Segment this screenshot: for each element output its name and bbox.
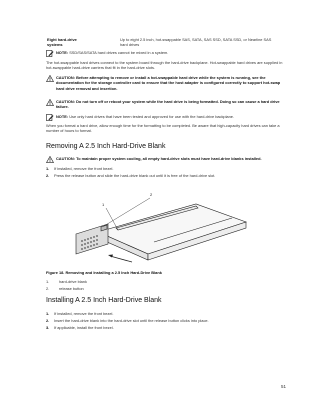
- step-item: [46, 325, 276, 331]
- page-number: 51: [280, 384, 286, 389]
- caution-format: [46, 99, 286, 111]
- spec-value: Up to eight 2.5 inch, hot-swappable SAS, SATA, SAS SSD, SATA SSD, or Nearline SAS hard drives: [120, 37, 272, 48]
- note-label: NOTE:: [56, 114, 69, 119]
- legend-item: [46, 279, 246, 285]
- hard-drive-blank-figure: [46, 186, 276, 270]
- note-ssd-mix: [46, 50, 286, 57]
- caution-triangle-icon: [46, 75, 54, 82]
- intro-paragraph: The hot-swappable hard drives connect to the system board through the hard-drive backplane. Hot-swappable hard drives are supplied in hot-swappable hard-drive carriers that fit in the hard-drive slots.: [46, 60, 283, 71]
- step-item: [46, 166, 276, 172]
- section-title-installing: Installing A 2.5 Inch Hard-Drive Blank: [46, 297, 162, 304]
- figure-caption: Figure 18. Removing and Installing a 2.5 Inch Hard-Drive Blank: [46, 270, 162, 275]
- callout-2: 2: [150, 192, 153, 197]
- legend-number: 1.: [46, 279, 50, 284]
- caution-label: CAUTION:: [56, 156, 76, 161]
- step-number: 2.: [46, 173, 50, 178]
- step-text: Insert the hard-drive blank into the hard-drive slot until the release button clicks into place.: [54, 318, 209, 323]
- step-text: If applicable, install the front bezel.: [54, 325, 114, 330]
- caution-triangle-icon: [46, 156, 54, 163]
- note-text: Use only hard drives that have been tested and approved for use with the hard-drive backplane.: [69, 114, 235, 119]
- step-number: 2.: [46, 318, 50, 323]
- step-number: 1.: [46, 166, 50, 171]
- insertion-arrow-icon: [108, 255, 132, 263]
- section-title-removing: Removing A 2.5 Inch Hard-Drive Blank: [46, 143, 166, 150]
- caution-hot-swap: [46, 75, 286, 97]
- step-item: [46, 318, 276, 324]
- step-text: Press the release button and slide the hard-drive blank out until it is free of the hard-drive slot.: [54, 173, 216, 178]
- note-text: SSD/SAS/SATA hard drives cannot be mixed in a system.: [69, 50, 169, 55]
- format-paragraph: When you format a hard drive, allow enough time for the formatting to be completed. Be aware that high-capacity hard drives can take a number of hours to format.: [46, 123, 280, 134]
- hard-drive-blank-illustration: [76, 204, 246, 260]
- spec-label: Eight hard-drive systems: [47, 37, 77, 48]
- caution-cooling: [46, 156, 286, 163]
- caution-text: Before attempting to remove or install a hot-swappable hard drive while the system is running, see the documentation for the storage controller card to ensure that the host adapter is configured correctly to support hot-swap hard drive removal and insertion.: [56, 75, 281, 91]
- note-approved-drives: [46, 114, 286, 121]
- caution-triangle-icon: [46, 99, 54, 106]
- legend-text: release button: [59, 286, 84, 291]
- legend-text: hard-drive blank: [59, 279, 87, 284]
- step-number: 3.: [46, 325, 50, 330]
- legend-item: [46, 286, 246, 292]
- note-label: NOTE:: [56, 50, 69, 55]
- note-pencil-icon: [46, 50, 54, 57]
- legend-number: 2.: [46, 286, 50, 291]
- caution-label: CAUTION:: [56, 99, 76, 104]
- callout-1: 1: [102, 202, 105, 207]
- caution-text: To maintain proper system cooling, all empty hard-drive slots must have hard-drive blanks installed.: [76, 156, 262, 161]
- step-item: [46, 311, 276, 317]
- caution-text: Do not turn off or reboot your system while the hard drive is being formatted. Doing so can cause a hard drive failure.: [56, 99, 280, 110]
- step-item: [46, 173, 276, 179]
- step-number: 1.: [46, 311, 50, 316]
- step-text: If installed, remove the front bezel.: [54, 166, 114, 171]
- note-pencil-icon: [46, 114, 54, 121]
- step-text: If installed, remove the front bezel.: [54, 311, 114, 316]
- caution-label: CAUTION:: [56, 75, 76, 80]
